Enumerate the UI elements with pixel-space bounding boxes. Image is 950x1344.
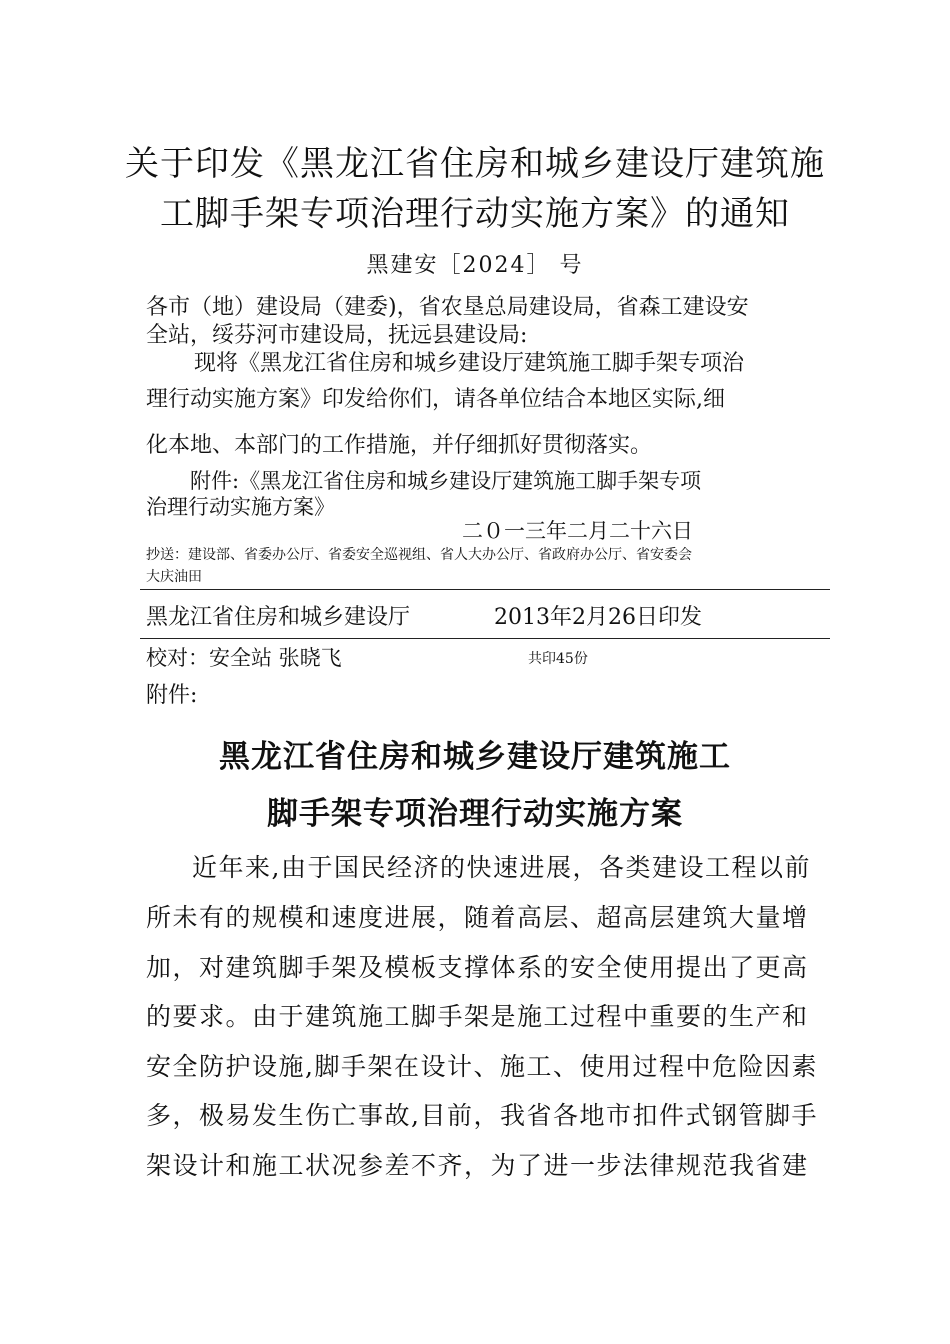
proofreader: 校对：安全站 张晓飞: [146, 646, 342, 670]
addressee-line-1: 各市（地）建设局（建委)，省农垦总局建设局，省森工建设安: [146, 295, 749, 320]
cc-line-1: 抄送：建设部、省委办公厅、省委安全巡视组、省人大办公厅、省政府办公厅、省安委会: [146, 547, 692, 563]
divider-top: [140, 589, 830, 590]
addressee-line-2: 全站，绥芬河市建设局，抚远县建设局:: [146, 323, 528, 348]
body-line-2: 理行动实施方案》印发给你们，请各单位结合本地区实际,细: [146, 387, 725, 412]
issue-date-chinese: 二０一三年二月二十六日: [462, 519, 693, 543]
document-number: 黑建安［2024］ 号: [366, 253, 584, 278]
attachment-label: 附件:: [146, 683, 198, 708]
paragraph-line-4: 的要求。由于建筑施工脚手架是施工过程中重要的生产和: [146, 1002, 809, 1031]
issuer-name: 黑龙江省住房和城乡建设厅: [146, 605, 411, 630]
attachment-title-line-2: 脚手架专项治理行动实施方案: [267, 796, 683, 832]
notice-title-line-1: 关于印发《黑龙江省住房和城乡建设厅建筑施: [125, 144, 825, 184]
paragraph-line-1: 近年来,由于国民经济的快速进展，各类建设工程以前: [192, 853, 811, 882]
cc-line-2: 大庆油田: [146, 569, 202, 585]
print-date: 2013年2月26日印发: [494, 605, 702, 630]
notice-title-line-2: 工脚手架专项治理行动实施方案》的通知: [160, 194, 790, 234]
copies-count: 共印45份: [528, 651, 588, 667]
body-line-3: 化本地、本部门的工作措施，并仔细抓好贯彻落实。: [146, 433, 653, 458]
paragraph-line-3: 加，对建筑脚手架及模板支撑体系的安全使用提出了更高: [146, 953, 809, 982]
paragraph-line-5: 安全防护设施,脚手架在设计、施工、使用过程中危险因素: [146, 1052, 818, 1081]
paragraph-line-6: 多，极易发生伤亡事故,目前，我省各地市扣件式钢管脚手: [146, 1101, 818, 1130]
paragraph-line-7: 架设计和施工状况参差不齐，为了进一步法律规范我省建: [146, 1151, 809, 1180]
divider-bottom: [140, 638, 830, 639]
body-line-1: 现将《黑龙江省住房和城乡建设厅建筑施工脚手架专项治: [194, 351, 745, 376]
attachment-title-line-1: 黑龙江省住房和城乡建设厅建筑施工: [219, 739, 731, 775]
paragraph-line-2: 所未有的规模和速度进展，随着高层、超高层建筑大量增: [146, 903, 809, 932]
attachment-note-line-2: 治理行动实施方案》: [146, 495, 335, 519]
attachment-note-line-1: 附件:《黑龙江省住房和城乡建设厅建筑施工脚手架专项: [190, 469, 702, 493]
